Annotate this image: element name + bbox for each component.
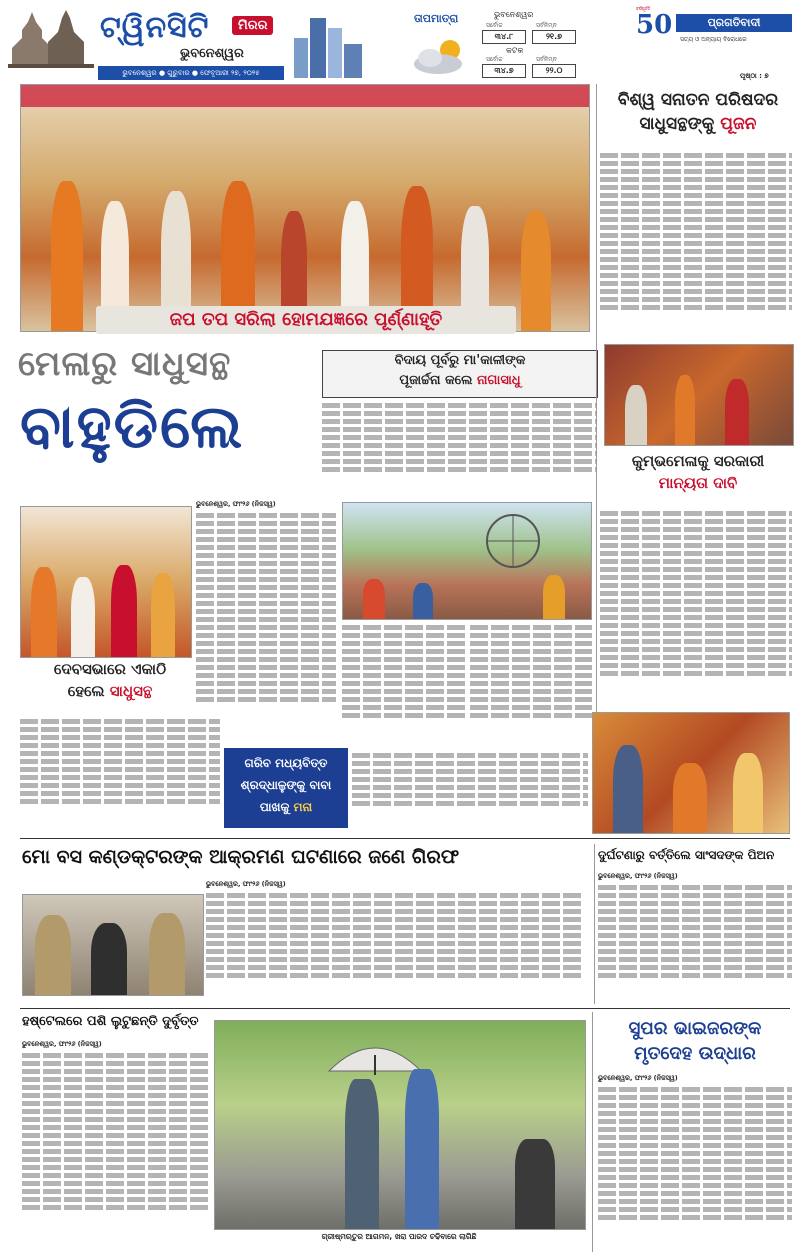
callout-line3b: ମନା (293, 800, 313, 814)
lead-body-col3 (470, 622, 592, 746)
lead-subheadline-1: ବିଦାୟ ପୂର୍ବରୁ ମା'କାଳୀଙ୍କ (394, 353, 526, 368)
lead-subheadline-box (322, 350, 598, 398)
city2-max: ୩୪.୭ (482, 64, 526, 78)
callout-box (224, 748, 348, 828)
lead-photo (20, 84, 590, 332)
body-story-body (598, 1084, 792, 1250)
side-story-1-body (600, 150, 792, 338)
logo-number: 50 (636, 10, 673, 40)
lead-photo-caption: ଜପ ତପ ସରିଲା ହୋମଯଜ୍ଞରେ ପୂର୍ଣ୍ଣାହୂତି (96, 306, 516, 334)
bus-story-body (206, 890, 584, 1000)
temperature-panel (408, 10, 578, 80)
callout-line1: ଗରିବ ମଧ୍ୟବିତ୍ତ (244, 756, 328, 770)
dev-story-headline (20, 660, 200, 700)
temple-icon (8, 8, 94, 68)
devsabha-photo (20, 506, 192, 658)
logo-years: ବର୍ଷପୂର୍ତ୍ତି (636, 6, 651, 11)
mp-story-dateline: ଭୁବନେଶ୍ୱର, ଫାଂ୨୬ (ନିଜସ୍ୱ) (598, 872, 678, 880)
body-story-headline-1: ସୁପର ଭାଇଜରଙ୍କ (628, 1018, 762, 1039)
dev-story-headline-2b: ସାଧୁସନ୍ଥ (109, 682, 153, 700)
body-story-headline (596, 1018, 794, 1064)
dev-story-body (20, 716, 220, 826)
city2-name: କଟକ (506, 46, 524, 55)
hostel-story-headline: ହଷ୍ଟେଲରେ ପଶି ଲୁଟୁଛନ୍ତି ଦୁର୍ବୃତ୍ତ (22, 1014, 199, 1029)
cloud-icon (410, 36, 472, 76)
callout-body (352, 750, 588, 826)
page-label: ପୃଷ୍ଠା : ୭ (740, 72, 769, 80)
masthead-title: ଟ୍ୱିନସିଟି (100, 10, 210, 45)
side-story-2-headline-1: କୁମ୍ଭମେଳାକୁ ସରକାରୀ (631, 452, 765, 470)
city1-max-label: ସର୍ବୋଚ୍ଚ (486, 22, 503, 29)
city2-min-label: ସର୍ବନିମ୍ନ (536, 56, 557, 63)
masthead-subtitle: ଭୁବନେଶ୍ୱର (180, 46, 244, 61)
lead-dateline: ଭୁବନେଶ୍ୱର, ଫାଂ୨୬ (ନିଜସ୍ୱ) (196, 500, 276, 508)
mp-story-body (598, 882, 792, 1000)
city1-max: ୩୪.୮ (482, 30, 526, 44)
heat-photo-caption: ଗ୍ରୀଷ୍ମଋତୁର ଆଗମନ, ଖରା ପାରଦ ଚଢିବାରେ ଲାଗିଛି (321, 1232, 477, 1241)
callout-line3a: ପାଖକୁ (259, 800, 294, 814)
hostel-story-body (22, 1050, 208, 1244)
hostel-story-dateline: ଭୁବନେଶ୍ୱର, ଫାଂ୨୬ (ନିଜସ୍ୱ) (22, 1040, 102, 1048)
lead-headline-top: ମେଳାରୁ ସାଧୁସନ୍ଥ (18, 344, 232, 384)
masthead-badge: ମିରର (232, 16, 273, 35)
city1-name: ଭୁବନେଶ୍ୱର (494, 10, 534, 19)
side-story-2-headline (600, 452, 796, 492)
umbrella-icon (325, 1035, 425, 1075)
city2-min: ୨୨.୦ (532, 64, 576, 78)
masthead (0, 0, 800, 82)
baba-photo (592, 712, 790, 834)
fair-photo (342, 502, 592, 620)
side-story-1-headline (600, 90, 796, 134)
heat-photo (214, 1020, 586, 1230)
callout-line2: ଶ୍ରଦ୍ଧାଳୁଙ୍କୁ ବାବା (240, 778, 332, 792)
bus-story-dateline: ଭୁବନେଶ୍ୱର, ଫାଂ୨୬ (ନିଜସ୍ୱ) (206, 880, 286, 888)
dev-story-headline-1: ଦେବସଭାରେ ଏକାଠି (53, 660, 167, 678)
dev-story-headline-2 (20, 682, 200, 700)
callout-line3 (224, 800, 348, 815)
side-story-1-headline-2 (600, 114, 796, 134)
lead-subheadline-2b: ନାଗାସାଧୁ (476, 373, 521, 388)
lead-body-top (322, 400, 596, 490)
skyline-icon (292, 14, 364, 78)
masthead-dateline: ଭୁବନେଶ୍ୱର ● ଗୁରୁବାର ● ଫେବୃଆରୀ ୨୭, ୨୦୨୫ (98, 66, 284, 80)
lead-headline-big: ବାହୁଡିଲେ (20, 392, 245, 462)
side-story-1-photo (604, 344, 794, 446)
dev-story-headline-2a: ହେଲେ (67, 682, 110, 700)
temperature-label: ତାପମାତ୍ରା (414, 12, 459, 25)
lead-subheadline-2 (323, 373, 597, 388)
body-story-headline-2: ମୃତଦେହ ଉଦ୍ଧାର (634, 1043, 756, 1064)
side-story-1-headline-2b: ପୂଜନ (720, 114, 757, 134)
mp-story-headline: ଦୁର୍ଘଟଣାରୁ ବର୍ତ୍ତିଲେ ସାଂସଦଙ୍କ ପିଅନ (598, 848, 775, 862)
lead-subheadline-2a: ପୂଜାର୍ଚ୍ଚନା କଲେ (399, 373, 477, 388)
body-story-dateline: ଭୁବନେଶ୍ୱର, ଫାଂ୨୬ (ନିଜସ୍ୱ) (598, 1074, 678, 1082)
lead-body-col2 (342, 622, 466, 746)
paper-tagline: ସତ୍ୟ ଓ ଅନ୍ୟାୟ ବିରୋଧରେ (680, 36, 747, 43)
side-story-1-headline-2a: ସାଧୁସନ୍ଥଙ୍କୁ (639, 114, 721, 134)
ferris-wheel-icon (483, 511, 543, 571)
city1-min-label: ସର୍ବନିମ୍ନ (536, 22, 557, 29)
paper-name: ପ୍ରଗତିବାଦୀ (676, 14, 792, 32)
anniversary-logo (636, 6, 676, 46)
city1-min: ୨୧.୭ (532, 30, 576, 44)
side-story-2-headline-2: ମାନ୍ୟତା ଦାବି (658, 474, 738, 492)
side-story-1-headline-1: ବିଶ୍ୱ ସନାତନ ପରିଷଦର (617, 90, 779, 110)
side-story-2-body (600, 508, 792, 704)
lead-body-col1 (196, 510, 336, 746)
bus-story-photo (22, 894, 204, 996)
bus-story-headline: ମୋ ବସ କଣ୍ଡକ୍ଟରଙ୍କ ଆକ୍ରମଣ ଘଟଣାରେ ଜଣେ ଗିରଫ (22, 846, 460, 868)
city2-max-label: ସର୍ବୋଚ୍ଚ (486, 56, 503, 63)
